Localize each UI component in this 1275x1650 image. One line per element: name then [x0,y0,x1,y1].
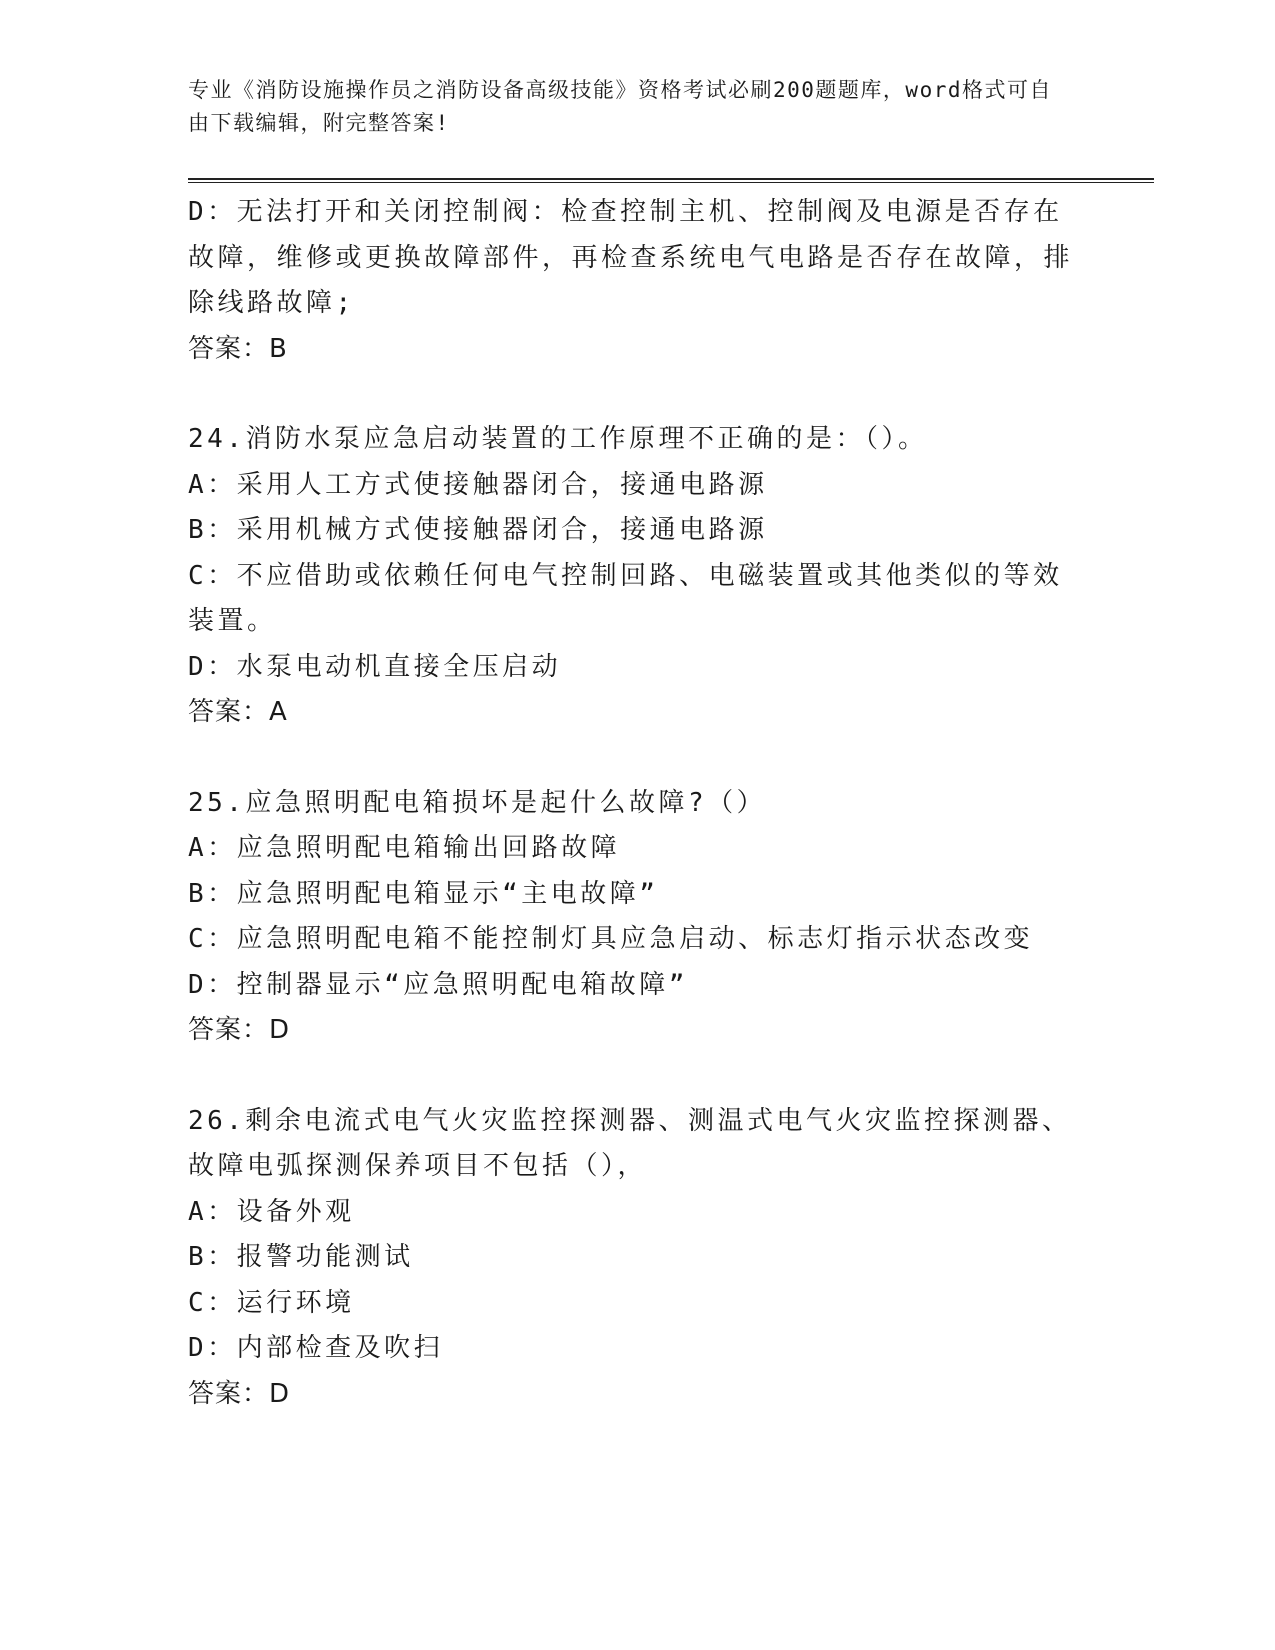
option-a: A：应急照明配电箱输出回路故障 [188,833,621,863]
option-c: C：运行环境 [188,1287,355,1318]
question-text: 24.消防水泵应急启动装置的工作原理不正确的是：（）。 [188,424,928,454]
answer-line: 答案：B [188,333,288,364]
page-header-title: 专业《消防设施操作员之消防设备高级技能》资格考试必刷200题题库，word格式可自由下载编辑，附完整答案! [188,78,1052,135]
answer-line: 答案：D [188,1378,291,1409]
option-d: D：水泵电动机直接全压启动 [188,651,562,682]
spacer [188,372,1078,417]
question-24 [188,417,1078,736]
option-c: C：不应借助或依赖任何电气控制回路、电磁装置或其他类似的等效装置。 [188,560,1063,636]
option-d: D：控制器显示“应急照明配电箱故障” [188,969,688,1000]
option-d: D：无法打开和关闭控制阀：检查控制主机、控制阀及电源是否存在故障，维修或更换故障部件，再检查系统电气电路是否存在故障，排除线路故障; [188,197,1074,318]
header-divider [188,178,1154,183]
option-b: B：报警功能测试 [188,1242,414,1272]
spacer [188,1054,1078,1099]
question-content [188,190,1078,1417]
option-b: B：应急照明配电箱显示“主电故障” [188,878,659,909]
option-b: B：采用机械方式使接触器闭合，接通电路源 [188,515,768,545]
option-c: C：应急照明配电箱不能控制灯具应急启动、标志灯指示状态改变 [188,924,1034,954]
option-d: D：内部检查及吹扫 [188,1333,444,1363]
answer-line: 答案：A [188,697,288,727]
spacer [188,736,1078,781]
question-text: 26.剩余电流式电气火灾监控探测器、测温式电气火灾监控探测器、故障电弧探测保养项目不包括（）， [188,1105,1072,1181]
option-a: A：设备外观 [188,1196,355,1227]
question-25 [188,781,1078,1054]
option-a: A：采用人工方式使接触器闭合，接通电路源 [188,469,768,500]
previous-question-tail [188,190,1078,372]
question-text: 25.应急照明配电箱损坏是起什么故障?（） [188,787,767,818]
question-26 [188,1099,1078,1418]
answer-line: 答案：D [188,1015,291,1045]
